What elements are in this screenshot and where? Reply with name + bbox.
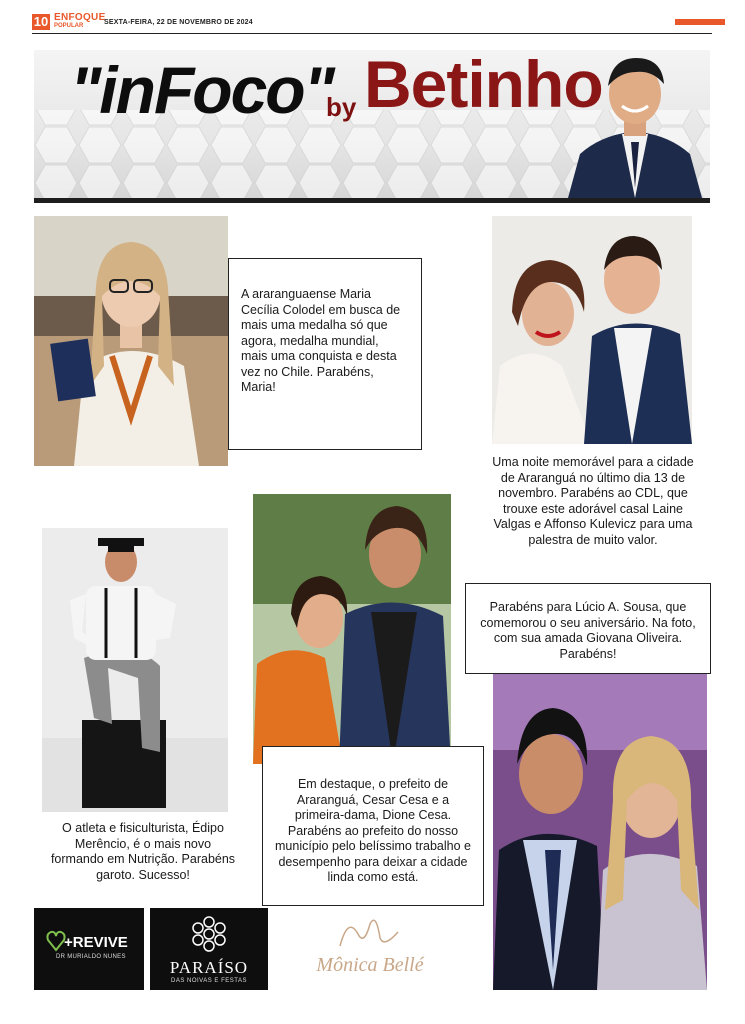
caption-lucio-giovana: Parabéns para Lúcio A. Sousa, que comemorou o seu aniversário. Na foto, com sua amada Giovana Oliveira. Parabéns! [480, 600, 696, 661]
caption-edipo: O atleta e fisiculturista, Édipo Merêncio, é o mais novo formando em Nutrição. Parabéns garoto. Sucesso! [50, 821, 236, 882]
column-banner [34, 50, 710, 203]
banner-title: "inFoco" [70, 53, 333, 127]
ad-paraiso-name: PARAÍSO [169, 958, 249, 977]
accent-bar [675, 19, 725, 25]
photo-edipo-image [42, 528, 228, 812]
caption-maria: A araranguaense Maria Cecília Colodel em busca de mais uma medalha só que agora, medalha mundial, mais uma conquista e desta vez no Chile. Parabéns, Maria! [241, 287, 401, 394]
heart-icon [46, 930, 66, 952]
ad-paraiso [150, 908, 268, 990]
issue-date: SEXTA-FEIRA, 22 DE NOVEMBRO DE 2024 [104, 19, 253, 26]
ad-revive-name: +REVIVE [64, 934, 128, 951]
caption-box-cesar-dione [262, 746, 484, 906]
newspaper-brand [54, 13, 106, 29]
columnist-photo [560, 50, 710, 198]
ad-revive [34, 908, 144, 990]
banner-by: by [326, 92, 357, 122]
page-number: 10 [33, 14, 49, 29]
photo-lucio-giovana-image [493, 670, 707, 990]
ad-paraiso-sub: DAS NOIVAS E FESTAS [171, 978, 247, 984]
photo-cesar-dione [253, 494, 451, 764]
caption-laine-affonso: Uma noite memorável para a cidade de Araranguá no último dia 13 de novembro. Parabéns ao CDL, que trouxe este adorável casal Laine Valgas e Affonso Kulevicz para uma palestra de muito valor. [492, 455, 694, 547]
monogram-logo-icon [334, 912, 404, 952]
photo-cesar-dione-image [253, 494, 451, 764]
caption-box-maria [228, 258, 422, 450]
ad-monica-name: Mônica Bellé [316, 954, 424, 976]
photo-edipo [42, 528, 228, 812]
photo-lucio-giovana [493, 670, 707, 990]
caption-cesar-dione: Em destaque, o prefeito de Araranguá, Cesar Cesa e a primeira-dama, Dione Cesa. Parabéns ao prefeito do nosso município pelo belíssimo trabalho e desempenho para deixar a cidade linda como está. [275, 777, 471, 884]
ad-monica-belle [290, 910, 450, 990]
header-rule [32, 33, 712, 34]
photo-maria-image [34, 216, 228, 466]
banner-name: Betinho [364, 50, 603, 121]
photo-maria [34, 216, 228, 466]
caption-box-lucio-giovana [465, 583, 711, 674]
photo-laine-affonso [492, 216, 692, 444]
photo-laine-affonso-image [492, 216, 692, 444]
brand-top: ENFOQUE [54, 12, 106, 23]
ad-revive-sub: DR MURIALDO NUNES [56, 954, 126, 960]
flower-logo-icon [188, 914, 230, 954]
brand-bottom: POPULAR [54, 23, 84, 29]
